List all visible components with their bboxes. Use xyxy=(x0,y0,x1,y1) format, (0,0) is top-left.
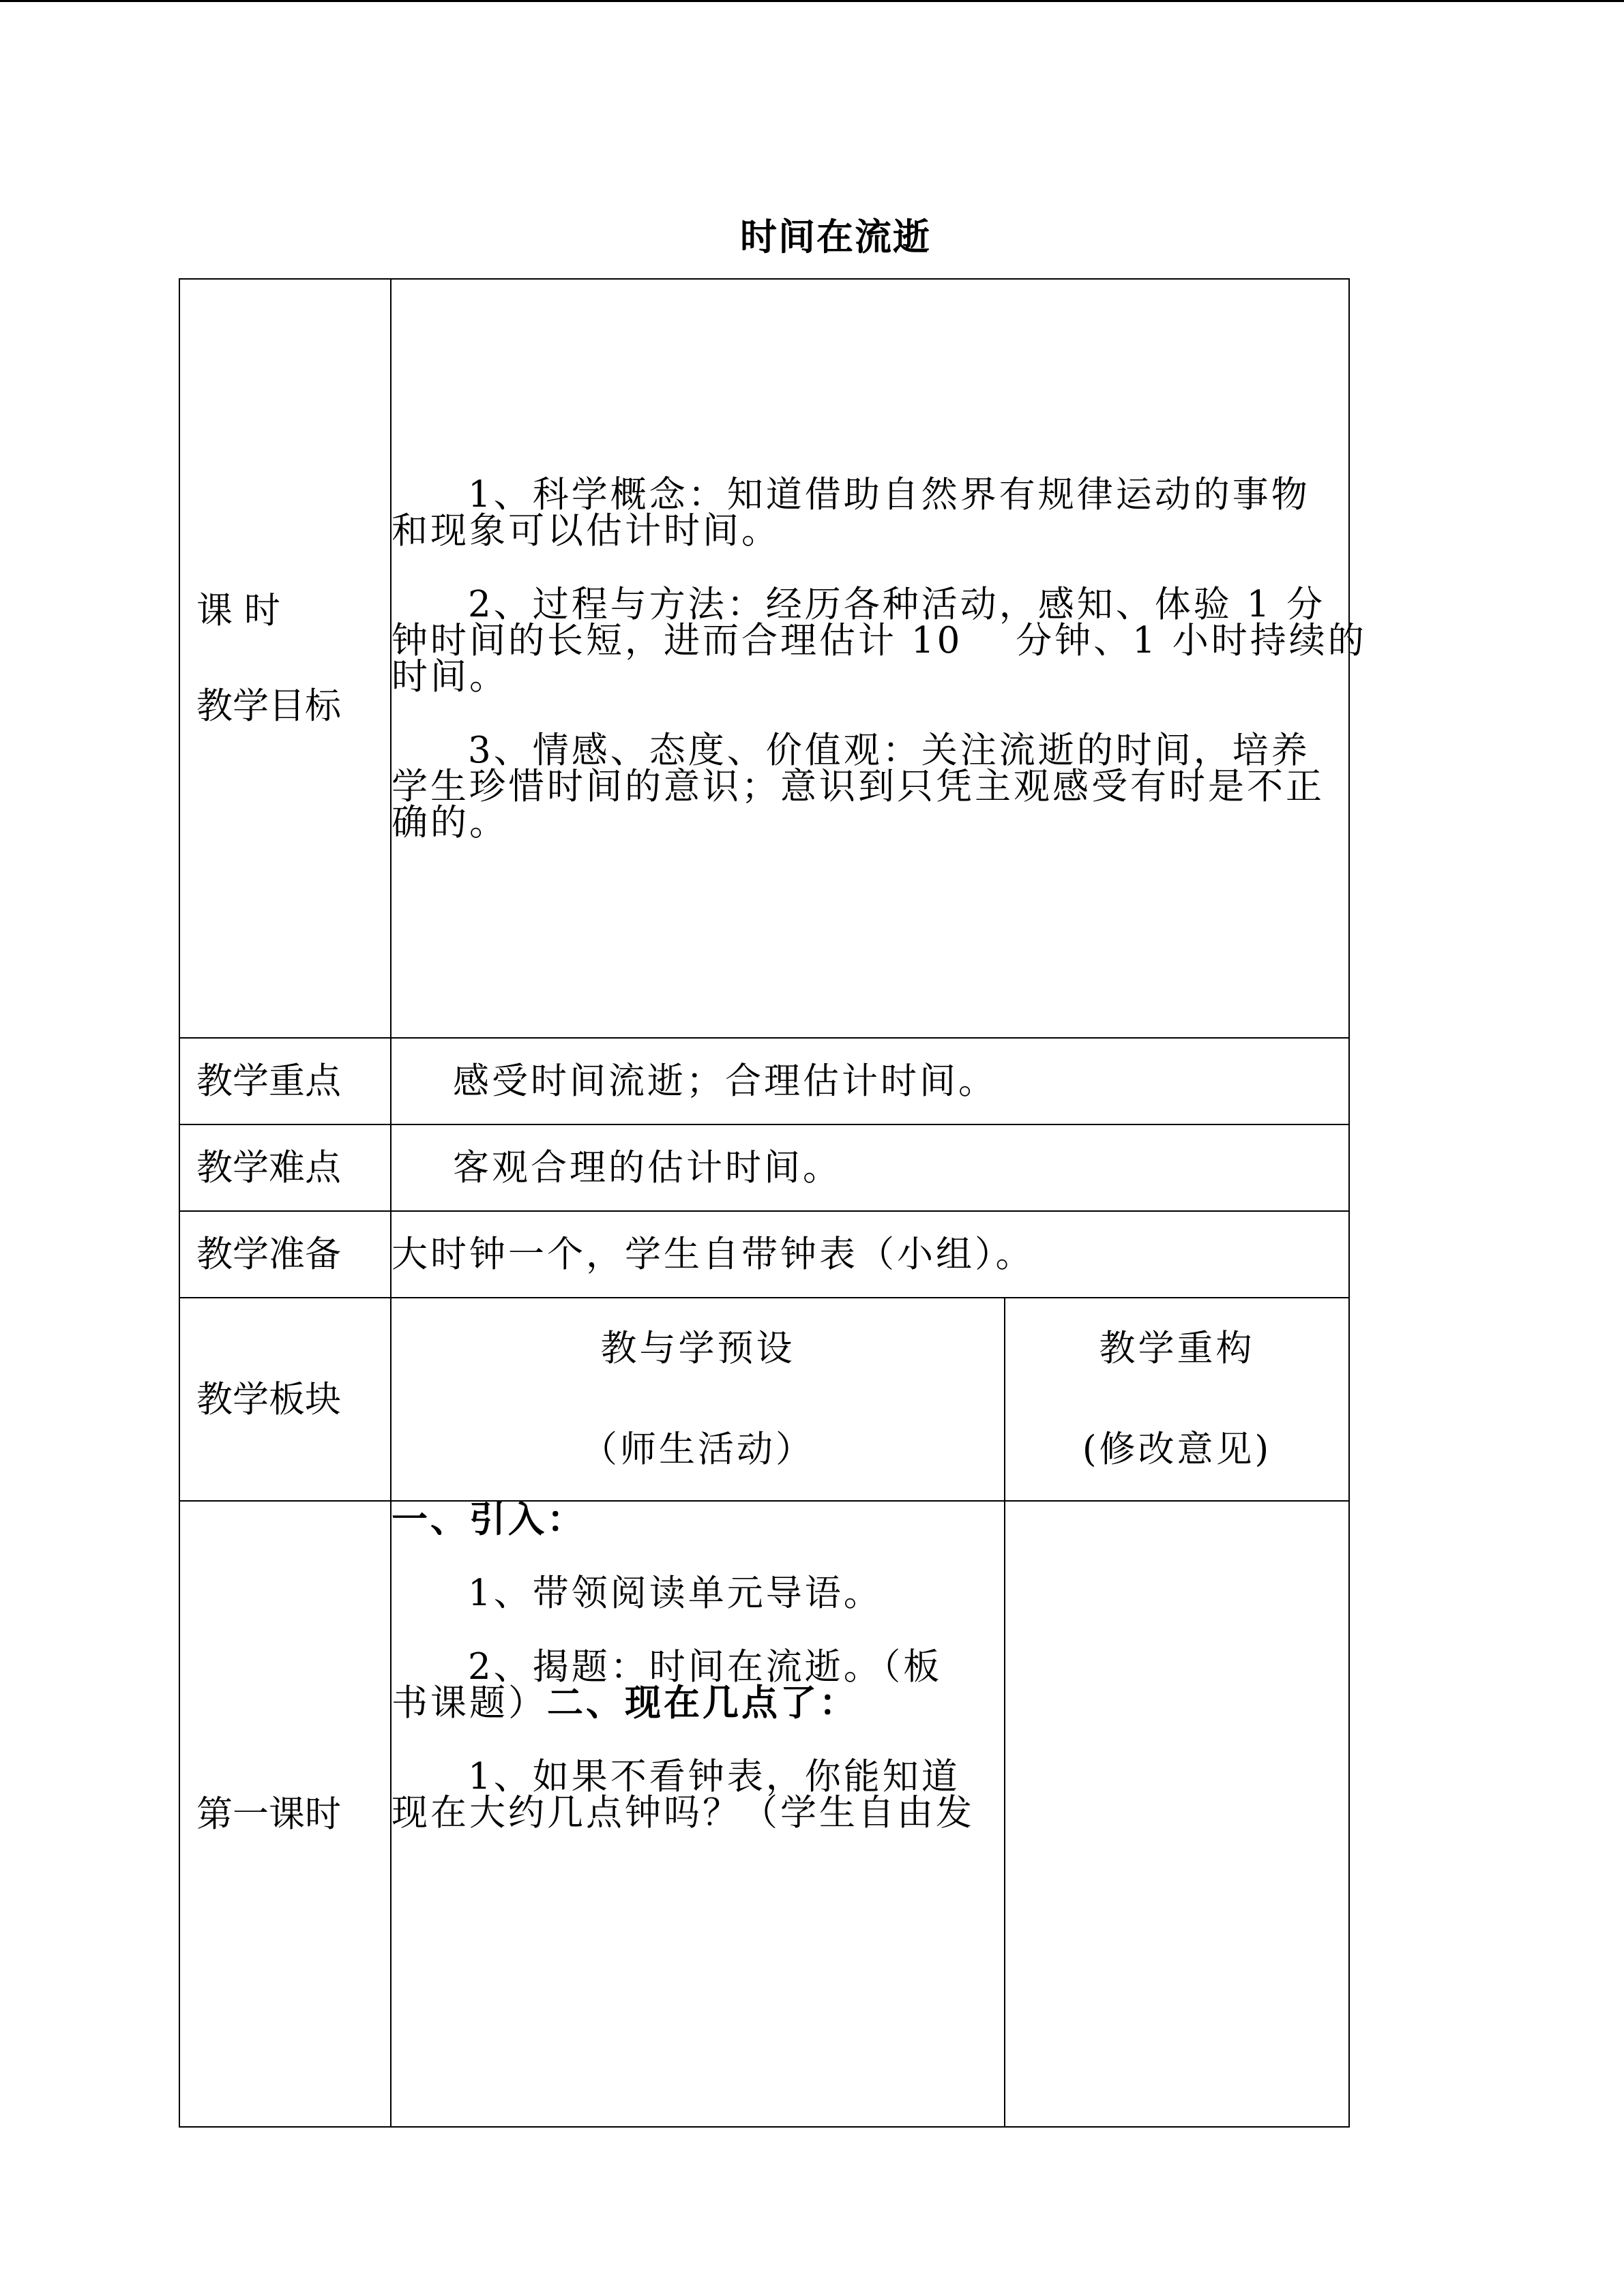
lesson1-step2-line2 xyxy=(392,1682,1004,1724)
lesson1-step2-line1: 2、揭题：时间在流逝。（板 xyxy=(468,1646,943,1688)
objective-1-line2: 和现象可以估计时间。 xyxy=(392,509,780,552)
objective-2-line2: 钟时间的长短，进而合理估计 10 分钟、1 小时持续的 xyxy=(392,619,1367,661)
key-points-row xyxy=(179,1038,1349,1124)
lesson1-step3-line1: 1、如果不看钟表，你能知道 xyxy=(468,1756,960,1798)
objective-2-line1: 2、过程与方法：经历各种活动，感知、体验 1 分 xyxy=(468,583,1326,625)
difficulties-row xyxy=(179,1124,1349,1211)
page-top-rule xyxy=(0,0,1624,2)
objectives-label-cell xyxy=(179,279,391,1038)
lesson1-row xyxy=(179,1501,1349,2127)
lesson1-step1: 1、带领阅读单元导语。 xyxy=(468,1572,883,1614)
preparation-row xyxy=(179,1211,1349,1298)
revision-header xyxy=(1005,1298,1349,1501)
presets-header-line1: 教与学预设 xyxy=(600,1328,795,1369)
paragraph-gap xyxy=(392,549,1348,586)
paragraph-gap xyxy=(392,695,1348,732)
lesson1-content xyxy=(391,1498,1005,2127)
preparation-value: 大时钟一个，学生自带钟表（小组）。 xyxy=(391,1211,1349,1298)
objective-3-line3: 确的。 xyxy=(392,801,508,844)
lesson1-step3-line2: 现在大约几点钟吗？（学生自由发 xyxy=(392,1792,975,1834)
revision-header-line1: 教学重构 xyxy=(1099,1328,1255,1369)
objective-3-line2: 学生珍惜时间的意识；意识到只凭主观感受有时是不正 xyxy=(392,765,1325,807)
section-header-label: 教学板块 xyxy=(179,1298,391,1501)
objectives-row xyxy=(179,279,1349,1038)
objective-3-line1: 3、情感、态度、价值观：关注流逝的时间，培养 xyxy=(468,729,1310,771)
paragraph-gap xyxy=(392,1538,1004,1575)
revision-header-line2: (修改意见) xyxy=(1082,1429,1272,1470)
objectives-content xyxy=(391,279,1367,1038)
key-points-cell xyxy=(391,1038,1349,1124)
objective-2-line3: 时间。 xyxy=(392,655,508,698)
difficulties-cell xyxy=(391,1124,1349,1211)
paragraph-gap xyxy=(392,1611,1004,1649)
objective-1-line1: 1、科学概念：知道借助自然界有规律运动的事物 xyxy=(468,473,1310,516)
lesson1-step2-text: 书课题） xyxy=(392,1682,547,1724)
key-points-value: 感受时间流逝；合理估计时间。 xyxy=(453,1060,997,1102)
lesson1-revision-cell xyxy=(1005,1501,1349,2127)
presets-header xyxy=(391,1298,1005,1501)
paragraph-gap xyxy=(392,1721,1004,1759)
objectives-label-line2: 教学目标 xyxy=(196,685,341,727)
objectives-label-line1: 课 时 xyxy=(196,589,280,631)
preparation-label: 教学准备 xyxy=(179,1211,391,1298)
lesson1-heading-intro: 一、引入： xyxy=(392,1498,586,1540)
difficulties-value: 客观合理的估计时间。 xyxy=(453,1147,842,1189)
lesson-plan-table xyxy=(179,278,1367,2128)
lesson1-heading-time: 二、现在几点了： xyxy=(547,1682,858,1724)
lesson1-label: 第一课时 xyxy=(179,1501,391,2127)
document-title: 时间在流逝 xyxy=(740,215,931,258)
key-points-label: 教学重点 xyxy=(179,1038,391,1124)
presets-header-line2: （师生活动） xyxy=(581,1429,814,1470)
difficulties-label: 教学难点 xyxy=(179,1124,391,1211)
section-header-row xyxy=(179,1298,1349,1501)
